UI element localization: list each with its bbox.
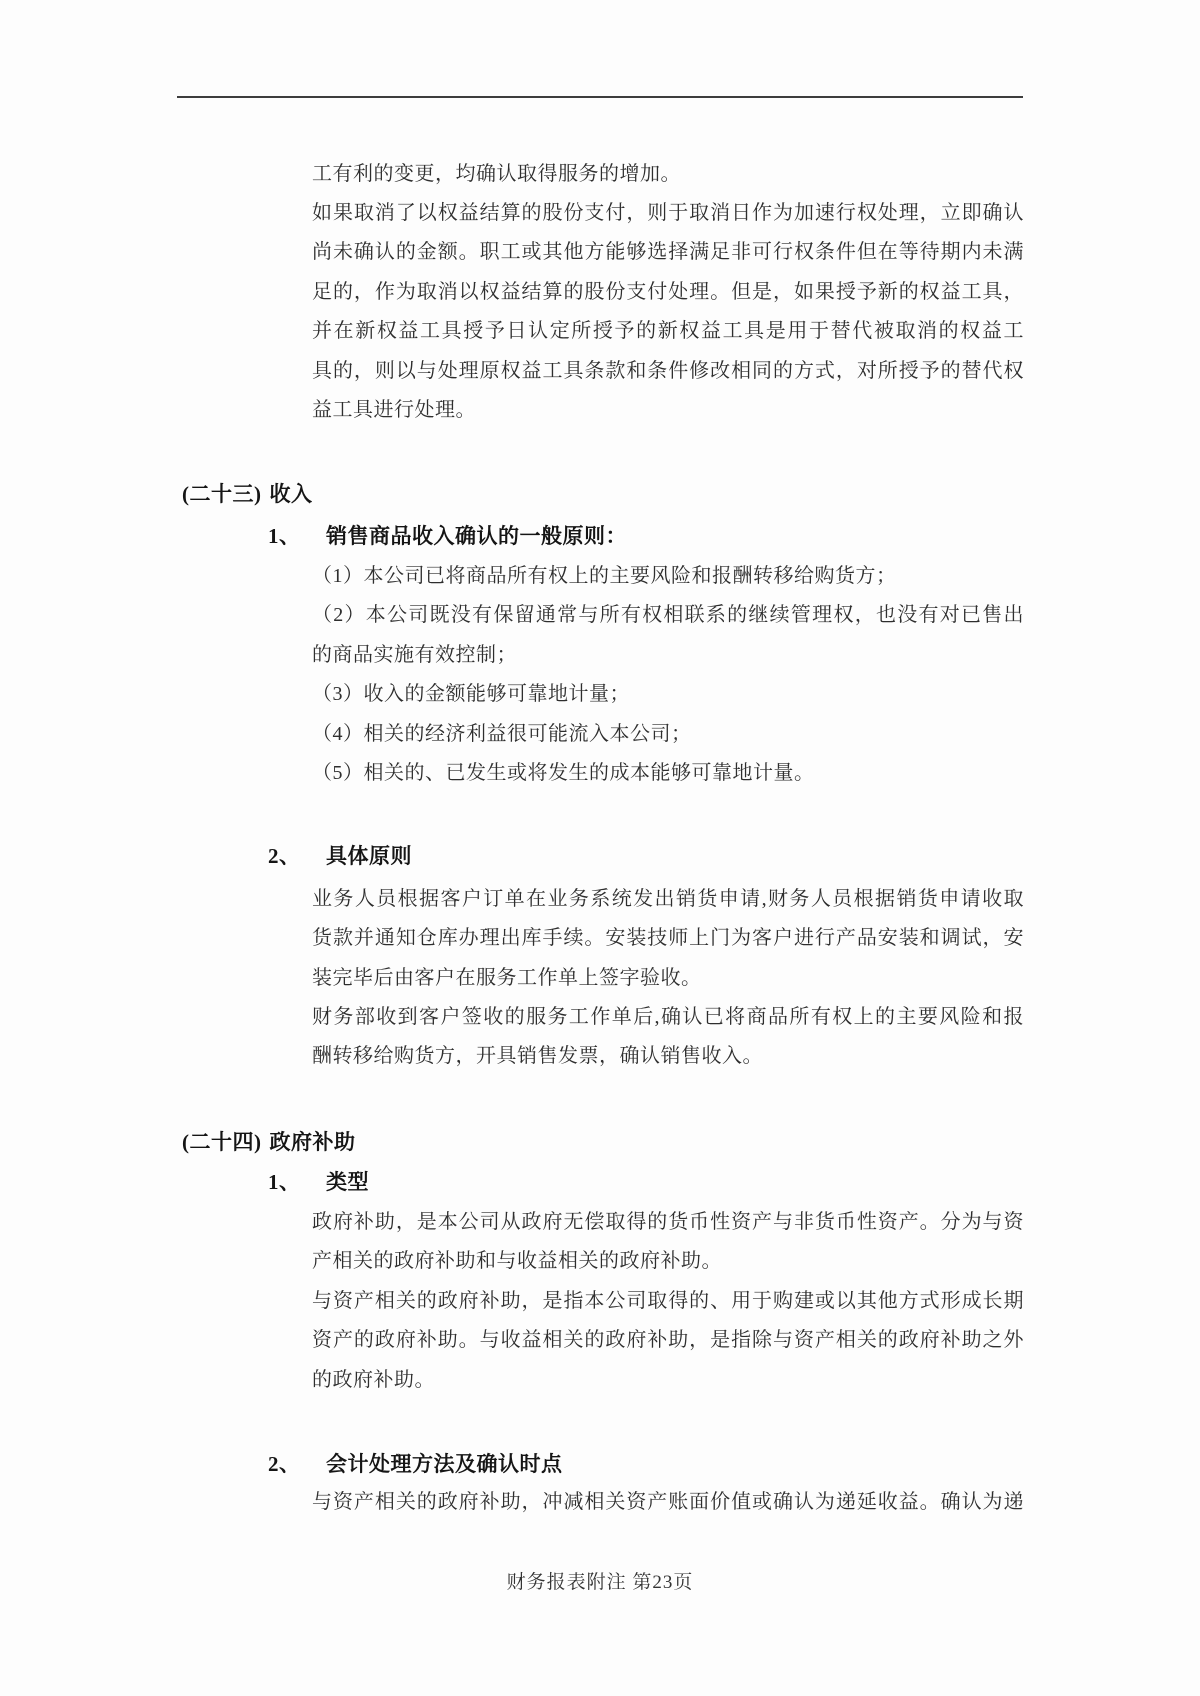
paragraph-line: 足的，作为取消以权益结算的股份支付处理。但是，如果授予新的权益工具， — [312, 280, 1024, 303]
section-number: (二十三) — [182, 482, 262, 506]
list-item: （5）相关的、已发生或将发生的成本能够可靠地计量。 — [312, 762, 815, 785]
list-item: （1）本公司已将商品所有权上的主要风险和报酬转移给购货方； — [312, 565, 897, 587]
item-number: 1、 — [268, 524, 301, 548]
item-number: 2、 — [268, 1452, 301, 1476]
paragraph-line: 资产的政府补助。与收益相关的政府补助，是指除与资产相关的政府补助之外 — [312, 1329, 1024, 1352]
item-title: 类型 — [326, 1170, 369, 1194]
item-title: 销售商品收入确认的一般原则： — [326, 524, 627, 548]
paragraph-line: 益工具进行处理。 — [312, 399, 476, 422]
item-number: 2、 — [268, 844, 301, 868]
paragraph-line: 业务人员根据客户订单在业务系统发出销货申请,财务人员根据销货申请收取 — [312, 888, 1024, 910]
paragraph-line: 政府补助，是本公司从政府无偿取得的货币性资产与非货币性资产。分为与资 — [312, 1211, 1024, 1233]
list-item: （2）本公司既没有保留通常与所有权相联系的继续管理权，也没有对已售出 — [312, 604, 1024, 627]
section-heading-23-revenue — [182, 475, 313, 514]
paragraph-line: 产相关的政府补助和与收益相关的政府补助。 — [312, 1250, 722, 1273]
list-item-continuation: 的商品实施有效控制； — [312, 643, 517, 666]
item-heading-accounting-treatment — [268, 1445, 563, 1484]
section-title: 收入 — [269, 482, 313, 506]
item-number: 1、 — [268, 1170, 301, 1194]
paragraph-grant-asset-income — [312, 1282, 1024, 1400]
paragraph-cancel-share-payment — [312, 194, 1024, 430]
paragraph-line: 具的，则以与处理原权益工具条款和条件修改相同的方式，对所授予的替代权 — [312, 359, 1024, 382]
paragraph-line: 如果取消了以权益结算的股份支付，则于取消日作为加速行权处理，立即确认 — [312, 202, 1024, 224]
page-footer: 财务报表附注 第23页 — [506, 1572, 694, 1593]
paragraph-line: 与资产相关的政府补助，是指本公司取得的、用于购建或以其他方式形成长期 — [312, 1290, 1024, 1312]
item-heading-specific-principles — [268, 837, 412, 876]
paragraph-line: 与资产相关的政府补助，冲减相关资产账面价值或确认为递延收益。确认为递 — [312, 1491, 1024, 1513]
section-title: 政府补助 — [269, 1130, 356, 1154]
paragraph-line: 并在新权益工具授予日认定所授予的新权益工具是用于替代被取消的权益工 — [312, 320, 1024, 343]
section-heading-24-government-grants — [182, 1123, 356, 1162]
paragraph-line: 尚未确认的金额。职工或其他方能够选择满足非可行权条件但在等待期内未满 — [312, 241, 1024, 264]
paragraph-line: 财务部收到客户签收的服务工作单后,确认已将商品所有权上的主要风险和报 — [312, 1006, 1024, 1028]
paragraph-line: 货款并通知仓库办理出库手续。安装技师上门为客户进行产品安装和调试，安 — [312, 927, 1024, 950]
list-revenue-conditions — [312, 557, 1024, 793]
paragraph-line: 工有利的变更，均确认取得服务的增加。 — [312, 163, 681, 185]
header-rule — [177, 96, 1023, 98]
paragraph-finance-confirmation — [312, 998, 1024, 1077]
paragraph-grant-definition — [312, 1203, 1024, 1282]
item-heading-general-principles — [268, 517, 627, 556]
item-title: 具体原则 — [326, 844, 412, 868]
item-heading-grant-types — [268, 1163, 369, 1202]
paragraph-grant-accounting — [312, 1483, 1024, 1522]
paragraph-carryover — [312, 155, 1024, 194]
paragraph-line: 装完毕后由客户在服务工作单上签字验收。 — [312, 966, 702, 989]
section-number: (二十四) — [182, 1130, 262, 1154]
paragraph-line: 的政府补助。 — [312, 1368, 435, 1391]
item-title: 会计处理方法及确认时点 — [326, 1452, 563, 1476]
paragraph-business-process — [312, 880, 1024, 998]
list-item: （4）相关的经济利益很可能流入本公司； — [312, 722, 692, 745]
list-item: （3）收入的金额能够可靠地计量； — [312, 683, 630, 706]
paragraph-line: 酬转移给购货方，开具销售发票，确认销售收入。 — [312, 1045, 763, 1068]
